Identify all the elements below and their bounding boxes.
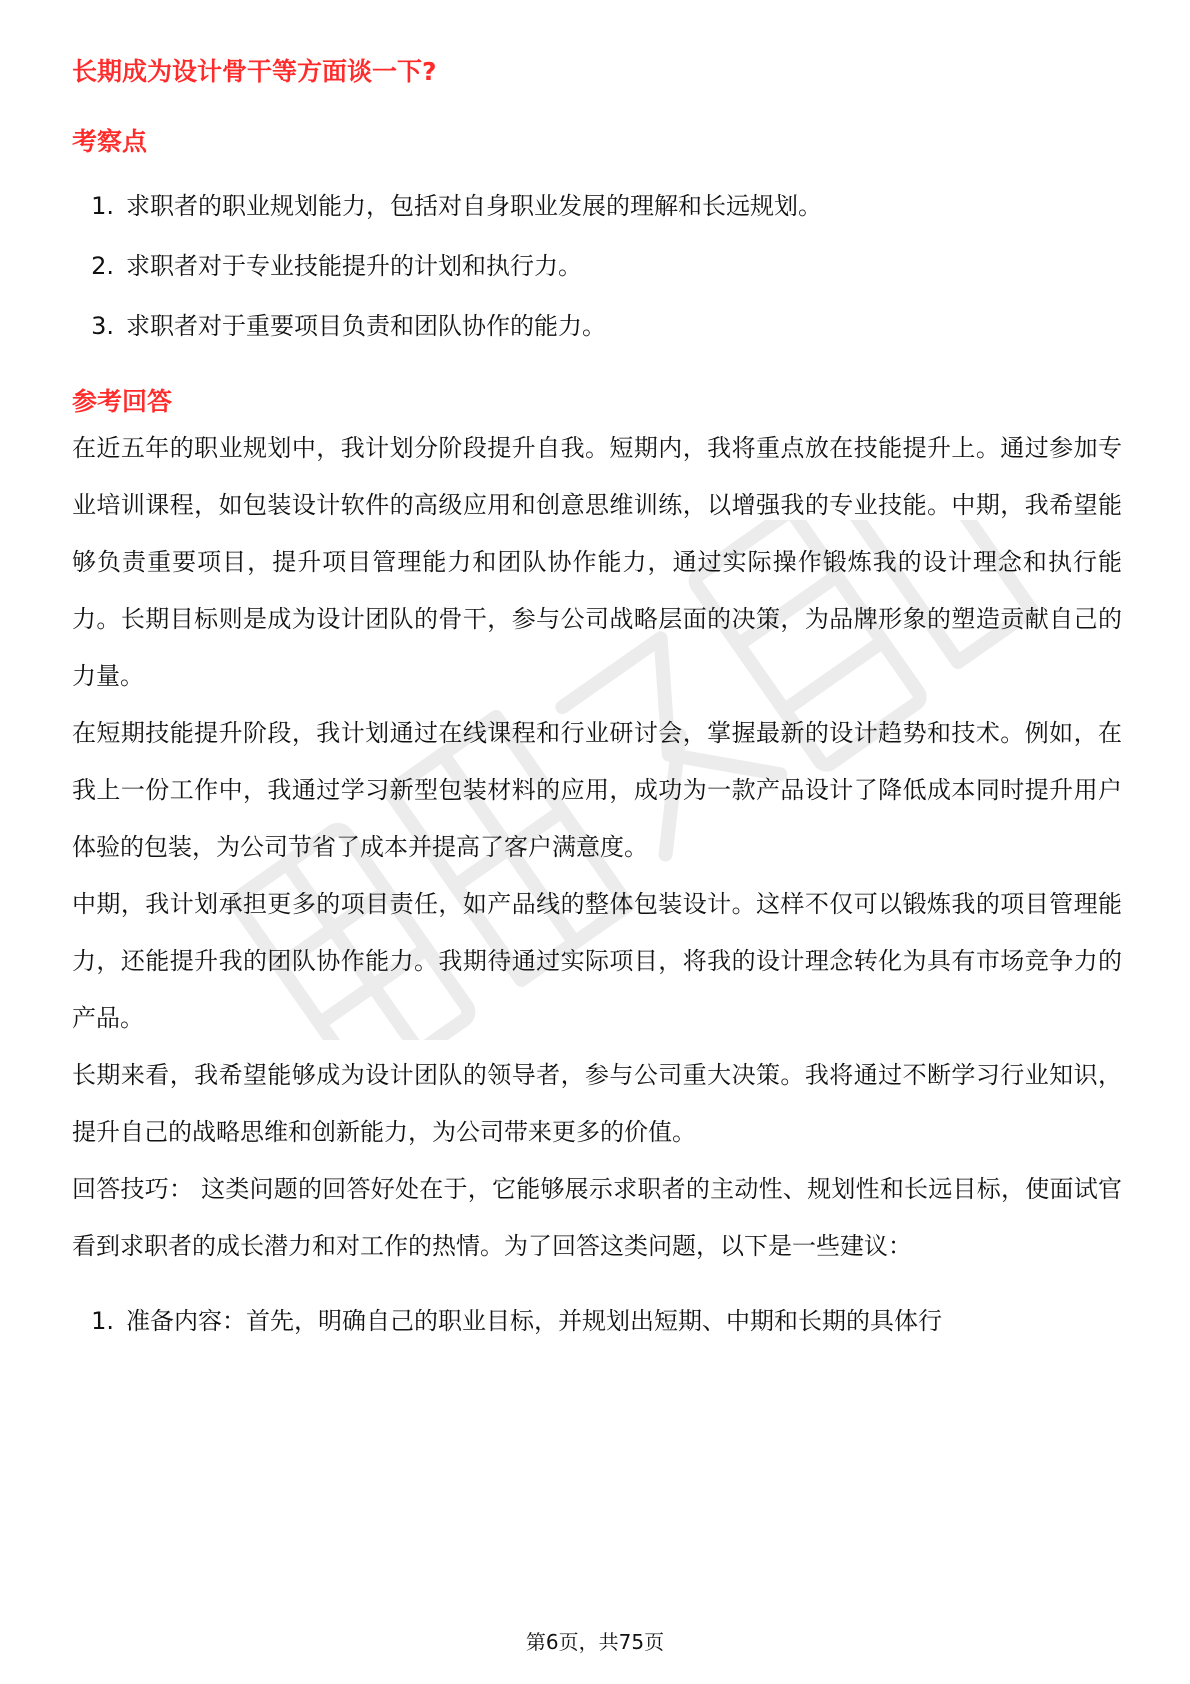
list-item [72,1303,1122,1339]
answer-section-title: 参考回答 [72,387,173,416]
list-number: 1. [91,1307,114,1335]
list-number: 1. [91,192,114,220]
question-heading: 长期成为设计骨干等方面谈一下? [72,57,437,86]
list-item [72,308,1122,344]
answer-paragraph: 长期来看，我希望能够成为设计团队的领导者，参与公司重大决策。我将通过不断学习行业知识，提升自己的战略思维和创新能力，为公司带来更多的价值。 [72,1061,1122,1146]
page-content [72,48,1122,1363]
list-item-text: 求职者对于重要项目负责和团队协作的能力。 [126,312,606,340]
tips-paragraph: 回答技巧： 这类问题的回答好处在于，它能够展示求职者的主动性、规划性和长远目标，使面试官看到求职者的成长潜力和对工作的热情。为了回答这类问题，以下是一些建议： [72,1175,1122,1260]
tips-list [72,1303,1122,1339]
points-section-title: 考察点 [72,127,148,156]
points-list [72,188,1122,344]
answer-paragraph: 中期，我计划承担更多的项目责任，如产品线的整体包装设计。这样不仅可以锻炼我的项目管理能力，还能提升我的团队协作能力。我期待通过实际项目，将我的设计理念转化为具有市场竞争力的产品。 [72,890,1122,1032]
answer-paragraph: 在短期技能提升阶段，我计划通过在线课程和行业研讨会，掌握最新的设计趋势和技术。例如，在我上一份工作中，我通过学习新型包装材料的应用，成功为一款产品设计了降低成本同时提升用户体验的包装，为公司节省了成本并提高了客户满意度。 [72,719,1122,861]
list-item-text: 求职者对于专业技能提升的计划和执行力。 [126,252,582,280]
list-item-text: 准备内容：首先，明确自己的职业目标，并规划出短期、中期和长期的具体行 [126,1307,942,1335]
list-item-text: 求职者的职业规划能力，包括对自身职业发展的理解和长远规划。 [126,192,822,220]
list-number: 3. [91,312,114,340]
answer-paragraph: 在近五年的职业规划中，我计划分阶段提升自我。短期内，我将重点放在技能提升上。通过参加专业培训课程，如包装设计软件的高级应用和创意思维训练，以增强我的专业技能。中期，我希望能够负责重要项目，提升项目管理能力和团队协作能力，通过实际操作锻炼我的设计理念和执行能力。长期目标则是成为设计团队的骨干，参与公司战略层面的决策，为品牌形象的塑造贡献自己的力量。 [72,434,1122,690]
list-item [72,188,1122,224]
list-number: 2. [91,252,114,280]
list-item [72,248,1122,284]
page-footer: 第6页，共75页 [525,1630,665,1654]
